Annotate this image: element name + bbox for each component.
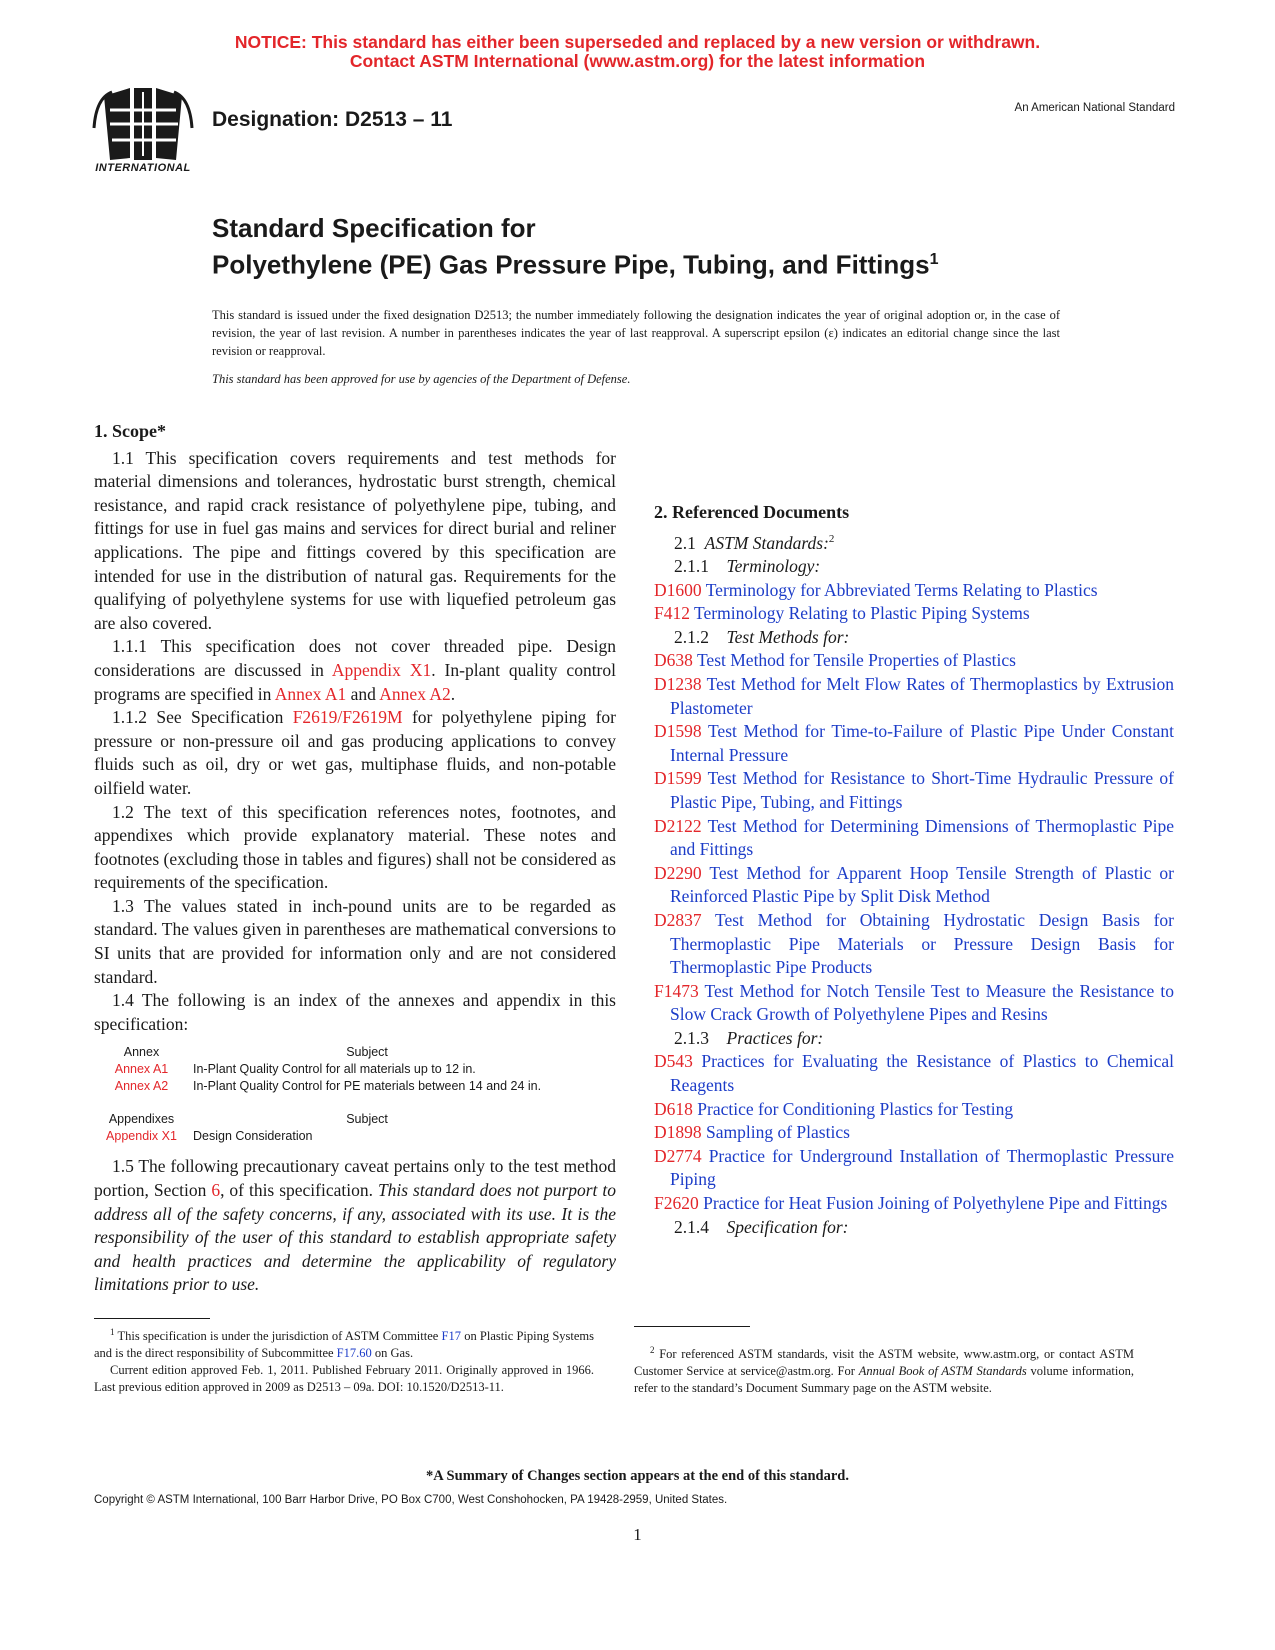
para-1-1-1: 1.1.1 This specification does not cover threaded pipe. Design considerations are discussed in Appendix X1. In-plant quality control programs are specified in Annex A1 and Annex A2. [94,636,616,704]
list-item [654,909,1174,980]
title-line-2: Polyethylene (PE) Gas Pressure Pipe, Tubing, and Fittings$^1$ [212,249,939,280]
document-title [212,212,938,281]
link-f1473[interactable]: F1473 [654,980,699,1001]
ref-title[interactable]: Test Method for Resistance to Short-Time Hydraulic Pressure of Plastic Pipe, Tubing, and Fittings [670,768,1174,812]
link-d618[interactable]: D618 [654,1098,693,1119]
national-standard-label: An American National Standard [1014,102,1175,114]
para-1-2: 1.2 The text of this specification references notes, footnotes, and appendixes which provide explanatory material. These notes and footnotes (excluding those in tables and figures) shall not be considered as requirements of the specification. [94,801,616,893]
link-d1600[interactable]: D1600 [654,579,702,600]
para-1-3: 1.3 The values stated in inch-pound units are to be regarded as standard. The values given in parentheses are mathematical conversions to SI units that are provided for information only and are not considered standard. [94,895,616,987]
list-item [654,720,1174,767]
para-1-1: 1.1 This specification covers requirements and test methods for material dimensions and tolerances, hydrostatic burst strength, chemical resistance, and rapid crack resistance of polyethylene pipe, tubing, and fittings for use in fuel gas mains and services for direct burial and reliner applications. The pipe and fittings covered by this specification are intended for use in the distribution of natural gas. Requirements for the qualifying of polyethylene systems for use with liquefied petroleum gas are also covered. [94,447,616,633]
left-column [94,420,616,1297]
list-item [654,862,1174,909]
logo-wordmark: INTERNATIONAL [95,162,191,174]
ref-title[interactable]: Practice for Underground Installation of Thermoplastic Pressure Piping [670,1145,1175,1190]
link-d2290[interactable]: D2290 [654,862,702,883]
list-item [654,1145,1174,1192]
table-row [94,1061,545,1078]
ref-title[interactable]: Terminology for Abbreviated Terms Relating to Plastics [705,579,1098,600]
designation: Designation: D2513 – 11 [212,108,453,131]
copyright-line: Copyright © ASTM International, 100 Barr Harbor Drive, PO Box C700, West Conshohocken, PA 19428-2959, United States. [94,1494,728,1506]
ref-title[interactable]: Test Method for Notch Tensile Test to Measure the Resistance to Slow Crack Growth of Polyethylene Pipes and Resins [670,980,1174,1025]
link-annex-a2-index[interactable]: Annex A2 [114,1079,169,1094]
title-line-1: Standard Specification for [212,213,536,243]
list-item [654,1050,1174,1097]
table-row [94,1128,545,1145]
ref-title[interactable]: Test Method for Melt Flow Rates of Thermoplastics by Extrusion Plastometer [670,673,1174,718]
link-annex-a1[interactable]: Annex A1 [274,683,347,704]
link-section-6[interactable]: 6 [211,1180,221,1201]
appendix-column-header: Appendixes [108,1112,175,1127]
link-appendix-x1-index[interactable]: Appendix X1 [106,1129,177,1144]
scope-heading: 1. Scope* [94,421,166,441]
link-d543[interactable]: D543 [654,1051,693,1072]
list-item [654,673,1174,720]
ref-title[interactable]: Practices for Evaluating the Resistance of Plastics to Chemical Reagents [670,1051,1174,1096]
ref-title[interactable]: Test Method for Determining Dimensions of Thermoplastic Pipe and Fittings [670,815,1175,860]
list-item [654,980,1174,1027]
ref-title[interactable]: Practice for Conditioning Plastics for Testing [697,1098,1014,1119]
footnote-2: $^2$ For referenced ASTM standards, visit the ASTM website, www.astm.org, or contact ASTM Customer Service at service@astm.org. For Annual Book of ASTM Standards volume information, refer to the standard’s Document Summary page on the ASTM website. [634,1345,1134,1396]
dod-approval-note: This standard has been approved for use by agencies of the Department of Defense. [212,372,631,386]
subject-column-header: Subject [346,1045,388,1060]
appendix-subject: Design Consideration [193,1129,313,1144]
referenced-documents-heading: 2. Referenced Documents [654,502,850,522]
page-number: 1 [633,1525,642,1544]
footnote-1-mark: 1 [110,1327,115,1337]
para-1-5: 1.5 The following precautionary caveat pertains only to the test method portion, Section 6, of this specification. This standard does not purport to address all of the safety concerns, if any, associated with its use. It is the responsibility of the user of this standard to establish appropriate safety and health practices and determine the applicability of regulatory limitations prior to use. [94,1156,616,1295]
link-d2774[interactable]: D2774 [654,1145,702,1166]
link-d1238[interactable]: D1238 [654,673,702,694]
link-appendix-x1[interactable]: Appendix X1 [331,659,432,680]
ref-title[interactable]: Test Method for Time-to-Failure of Plastic Pipe Under Constant Internal Pressure [670,721,1174,765]
ref-title[interactable]: Test Method for Obtaining Hydrostatic Design Basis for Thermoplastic Pipe Materials or Pressure Design Basis for Thermoplastic Pipe Products [670,909,1174,978]
safety-caveat: This standard does not purport to address all of the safety concerns, if any, associated with its use. It is the responsibility of the user of this standard to establish appropriate safety and health practices and determine the applicability of regulatory limitations prior to use. [94,1180,616,1295]
annex-column-header: Annex [123,1045,160,1060]
list-item [654,649,1174,673]
footnote-2-mark: 2 [650,1345,655,1355]
annex-subject: In-Plant Quality Control for all materials up to 12 in. [193,1062,476,1077]
subsection-2-1-3: 2.1.3 Practices for: [674,1027,824,1048]
footnote-rule-left [94,1318,210,1319]
list-item [654,602,1174,626]
annex-subject: In-Plant Quality Control for PE materials between 14 and 24 in. [193,1079,542,1094]
ref-title[interactable]: Sampling of Plastics [706,1122,850,1143]
annex-index-table [94,1044,545,1145]
right-column-content [654,420,1174,1239]
link-annex-a1-index[interactable]: Annex A1 [114,1062,169,1077]
para-1-1-2: 1.1.2 See Specification F2619/F2619M for polyethylene piping for pressure or non-pressure oil and gas producing applications to convey fluids such as oil, dry or wet gas, multiphase fluids, and non-potable oilfield water. [94,707,616,798]
para-1-4: 1.4 The following is an index of the annexes and appendix in this specification: [94,990,616,1034]
link-d1598[interactable]: D1598 [654,721,702,742]
list-item [654,767,1174,814]
footnote-1: $^1$ This specification is under the jurisdiction of ASTM Committee F17 on Plastic Piping Systems and is the direct responsibility of Subcommittee F17.60 on Gas. Current edition approved Feb. 1, 2011. Published February 2011. Originally approved in 1966. Last previous edition approved in 2009 as D2513 – 09a. DOI: 10.1520/D2513-11. [94,1327,594,1395]
subsection-2-1: 2.1 ASTM Standards:$^2$ [674,532,835,553]
list-item [654,1098,1174,1122]
link-f17[interactable]: F17 [441,1329,461,1344]
astm-logo [90,88,196,180]
subsection-2-1-1: 2.1.1 Terminology: [674,556,821,577]
ref-title[interactable]: Terminology Relating to Plastic Piping Systems [694,603,1030,624]
link-f2620[interactable]: F2620 [654,1193,699,1214]
list-item [654,1121,1174,1145]
footnote-rule-right [634,1326,750,1327]
notice-line-2: Contact ASTM International (www.astm.org) for the latest information [349,51,926,71]
list-item [654,1192,1174,1216]
ref-title[interactable]: Practice for Heat Fusion Joining of Polyethylene Pipe and Fittings [703,1193,1168,1214]
link-d1599[interactable]: D1599 [654,768,702,789]
footnote-1-edition: Current edition approved Feb. 1, 2011. Published February 2011. Originally approved in 1966. Last previous edition approved in 2009 as D2513 – 09a. DOI: 10.1520/D2513-11. [94,1363,594,1395]
ref-title[interactable]: Test Method for Apparent Hoop Tensile Strength of Plastic or Reinforced Plastic Pipe by Split Disk Method [670,862,1174,907]
link-d1898[interactable]: D1898 [654,1122,702,1143]
link-f412[interactable]: F412 [654,603,690,624]
appendix-subject-header: Subject [346,1112,388,1127]
notice-line-1: NOTICE: This standard has either been superseded and replaced by a new version or withdrawn. [234,32,1041,52]
table-row [94,1078,545,1095]
link-d2837[interactable]: D2837 [654,909,702,930]
title-footnote-mark: 1 [929,251,939,268]
list-item [654,815,1174,862]
summary-of-changes-note: *A Summary of Changes section appears at the end of this standard. [426,1468,849,1484]
link-f2619[interactable]: F2619/F2619M [292,707,403,728]
supersession-notice [0,33,1275,71]
link-annex-a2[interactable]: Annex A2 [379,683,451,704]
link-d638[interactable]: D638 [654,650,693,671]
ref-title[interactable]: Test Method for Tensile Properties of Plastics [696,650,1016,671]
subsection-2-1-4: 2.1.4 Specification for: [674,1216,849,1237]
link-d2122[interactable]: D2122 [654,815,702,836]
link-f17-60[interactable]: F17.60 [336,1346,372,1361]
list-item [654,579,1174,603]
subsection-2-1-2: 2.1.2 Test Methods for: [674,626,850,647]
issuance-note: This standard is issued under the fixed designation D2513; the number immediately following the designation indicates the year of original adoption or, in the case of revision, the year of last revision. A number in parentheses indicates the year of last reapproval. A superscript epsilon (ε) indicates an editorial change since the last revision or reapproval. [212,308,1060,358]
